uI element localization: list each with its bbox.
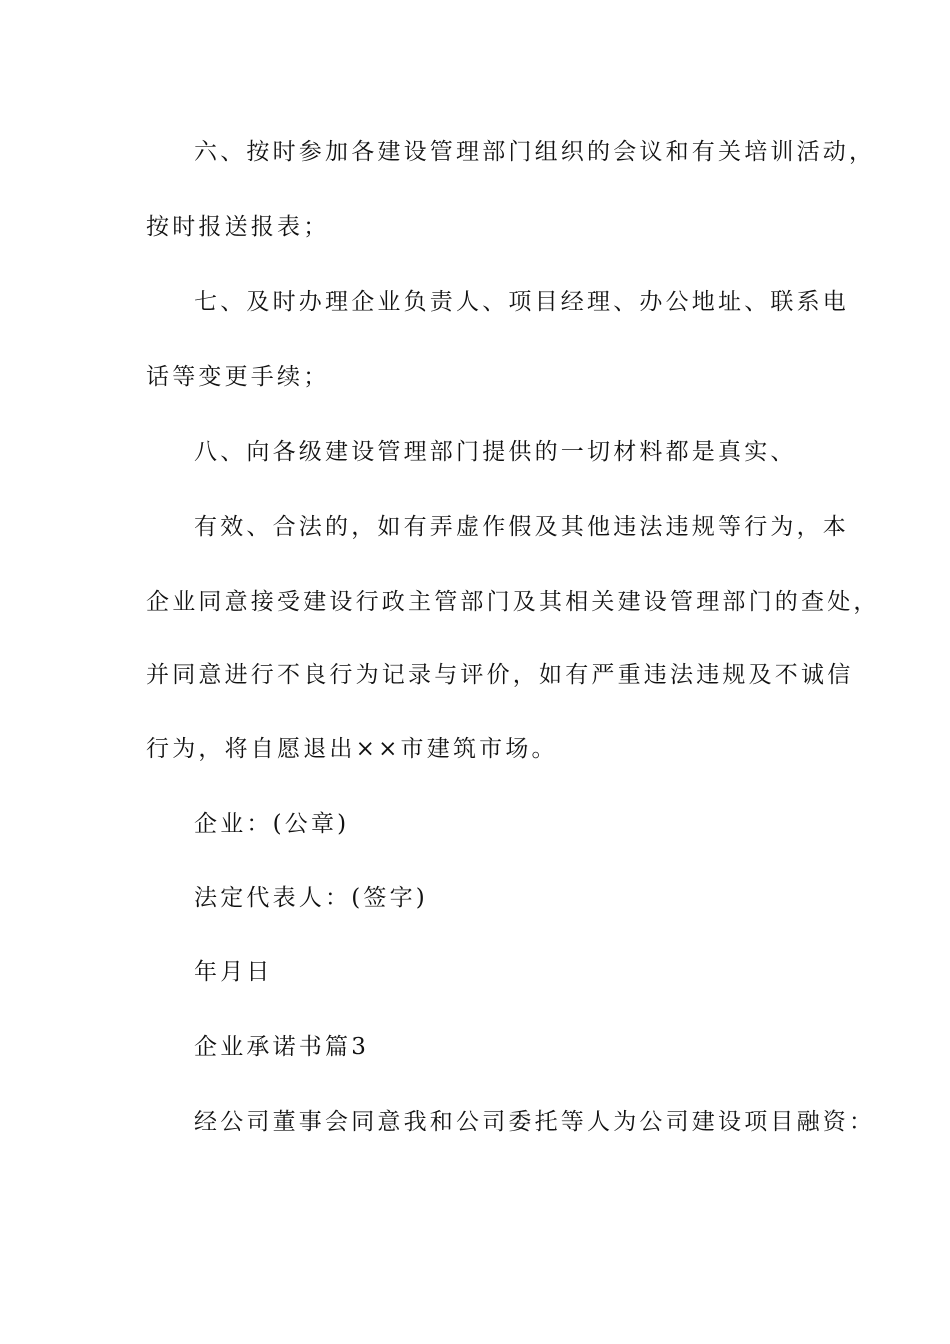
signature-legal-representative: 法定代表人：(签字)	[194, 885, 428, 911]
paragraph-line: 八、向各级建设管理部门提供的一切材料都是真实、	[194, 439, 797, 465]
paragraph-line: 七、及时办理企业负责人、项目经理、办公地址、联系电	[194, 289, 849, 315]
paragraph-line: 经公司董事会同意我和公司委托等人为公司建设项目融资：	[194, 1109, 876, 1135]
paragraph-line: 按时报送报表；	[146, 214, 330, 240]
paragraph-line: 话等变更手续；	[146, 364, 330, 390]
signature-date: 年月日	[194, 959, 273, 985]
paragraph-line: 有效、合法的，如有弄虚作假及其他违法违规等行为，本	[194, 514, 849, 540]
paragraph-line: 行为，将自愿退出××市建筑市场。	[146, 736, 558, 762]
paragraph-line: 六、按时参加各建设管理部门组织的会议和有关培训活动，	[194, 139, 876, 165]
paragraph-line: 企业同意接受建设行政主管部门及其相关建设管理部门的查处，	[146, 589, 880, 615]
paragraph-line: 并同意进行不良行为记录与评价，如有严重违法违规及不诚信	[146, 662, 854, 688]
section-title: 企业承诺书篇3	[194, 1034, 370, 1060]
signature-company: 企业：(公章)	[194, 811, 350, 837]
